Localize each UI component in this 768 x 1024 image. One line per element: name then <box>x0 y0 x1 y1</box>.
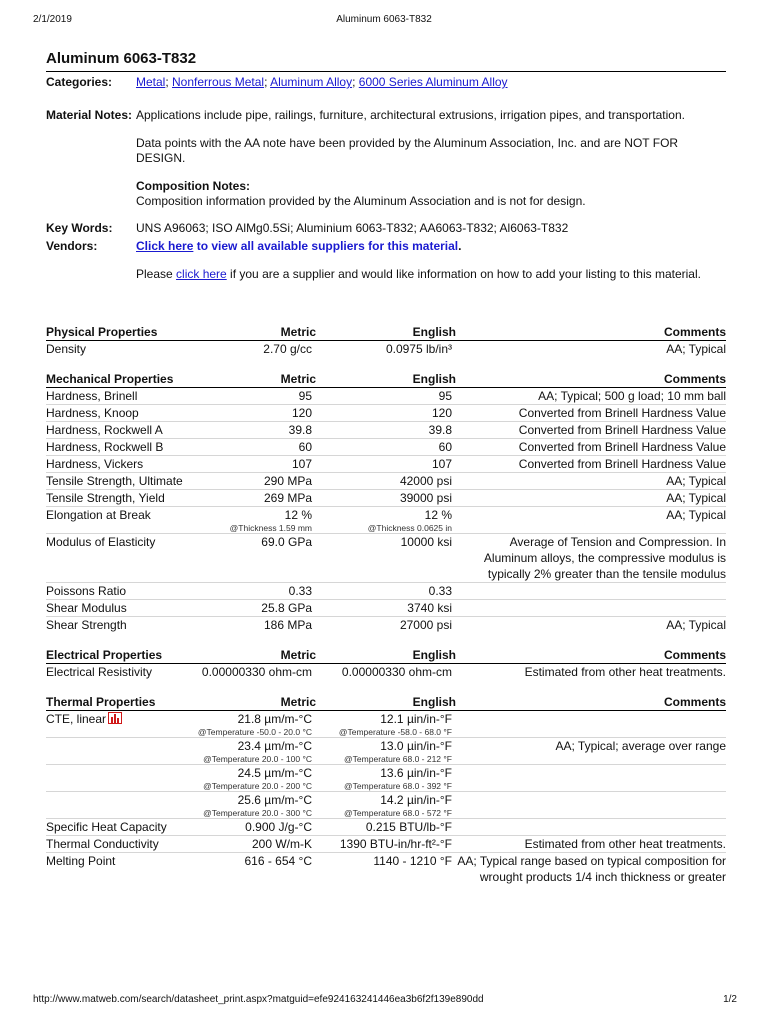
property-row <box>46 617 726 634</box>
comments-column-header: Comments <box>456 647 726 664</box>
metric-value-cell <box>186 617 316 634</box>
print-page-title: Aluminum 6063-T832 <box>336 14 432 25</box>
property-name-cell <box>46 341 186 358</box>
metric-value: 0.00000330 ohm-cm <box>201 665 312 679</box>
comment-cell: Converted from Brinell Hardness Value <box>456 405 726 422</box>
metric-condition: @Thickness 1.59 mm <box>229 523 312 533</box>
property-row <box>46 711 726 738</box>
metric-value: 120 <box>291 406 312 420</box>
property-name: Electrical Resistivity <box>46 665 153 679</box>
key-words-label: Key Words: <box>46 221 113 235</box>
section-spacer <box>46 633 726 647</box>
electrical-header-row <box>46 647 726 664</box>
property-name-cell <box>46 388 186 405</box>
metric-value: 25.6 µm/m-°C <box>237 793 312 807</box>
print-header <box>0 14 768 28</box>
metric-value: 69.0 GPa <box>261 535 312 549</box>
title-divider <box>46 71 726 72</box>
property-name-cell <box>46 422 186 439</box>
comment-cell <box>456 583 726 600</box>
metric-value: 23.4 µm/m-°C <box>237 739 312 753</box>
category-link-metal[interactable]: Metal <box>136 75 166 89</box>
english-value-cell <box>316 490 456 507</box>
metric-value: 200 W/m-K <box>251 837 312 851</box>
category-link-6000-series[interactable]: 6000 Series Aluminum Alloy <box>358 75 508 89</box>
property-name-cell <box>46 583 186 600</box>
english-value-cell <box>316 405 456 422</box>
material-notes-label-text: Material Notes: <box>46 108 133 122</box>
property-row <box>46 473 726 490</box>
property-row <box>46 836 726 853</box>
english-value-cell <box>316 819 456 836</box>
english-value: 95 <box>438 389 452 403</box>
supplier-text-pre: Please <box>136 267 177 281</box>
property-row <box>46 439 726 456</box>
english-value-cell <box>316 617 456 634</box>
metric-column-header: Metric <box>186 694 316 711</box>
metric-value-cell <box>186 507 316 534</box>
english-column-header: English <box>316 647 456 664</box>
property-row <box>46 583 726 600</box>
property-name-cell <box>46 456 186 473</box>
english-value: 60 <box>438 440 452 454</box>
metric-value: 12 % <box>284 508 312 522</box>
comment-cell: Converted from Brinell Hardness Value <box>456 422 726 439</box>
category-link-aluminum-alloy[interactable]: Aluminum Alloy <box>270 75 353 89</box>
english-value: 107 <box>431 457 452 471</box>
english-condition: @Temperature 68.0 - 572 °F <box>344 808 452 818</box>
print-url: http://www.matweb.com/search/datasheet_print.aspx?matguid=efe924163241446ea3b6f2f139e890dd <box>33 994 484 1005</box>
english-value-cell <box>316 792 456 819</box>
comments-column-header: Comments <box>456 324 726 341</box>
section-heading: Electrical Properties <box>46 647 186 664</box>
property-name: Tensile Strength, Ultimate <box>46 474 183 488</box>
metric-value: 24.5 µm/m-°C <box>237 766 312 780</box>
property-name-cell <box>46 534 186 583</box>
page-title: Aluminum 6063-T832 <box>46 50 197 67</box>
english-value: 0.215 BTU/lb-°F <box>365 820 452 834</box>
english-value: 10000 ksi <box>400 535 452 549</box>
english-value-cell <box>316 738 456 765</box>
english-column-header: English <box>316 371 456 388</box>
property-name: Modulus of Elasticity <box>46 535 156 549</box>
composition-notes-text: Composition information provided by the Aluminum Association and is not for design. <box>136 194 586 208</box>
english-value: 27000 psi <box>399 618 452 632</box>
metric-value-cell <box>186 490 316 507</box>
metric-value: 0.33 <box>288 584 312 598</box>
property-name: Shear Modulus <box>46 601 127 615</box>
properties-table <box>46 324 726 885</box>
metric-value: 186 MPa <box>263 618 312 632</box>
mechanical-header-row <box>46 371 726 388</box>
property-row <box>46 405 726 422</box>
english-value: 3740 ksi <box>407 601 452 615</box>
comment-cell: Converted from Brinell Hardness Value <box>456 439 726 456</box>
property-name: Melting Point <box>46 854 116 868</box>
property-name-cell <box>46 617 186 634</box>
metric-value: 2.70 g/cc <box>263 342 312 356</box>
english-condition: @Temperature 68.0 - 392 °F <box>344 781 452 791</box>
english-value: 1140 - 1210 °F <box>373 854 452 868</box>
english-value-cell <box>316 836 456 853</box>
english-value: 120 <box>431 406 452 420</box>
comment-cell: Average of Tension and Compression. In Aluminum alloys, the compressive modulus is typically 2% greater than the tensile modulus <box>456 534 726 583</box>
metric-condition: @Temperature 20.0 - 200 °C <box>203 781 312 791</box>
property-name: Hardness, Rockwell A <box>46 423 163 437</box>
property-row <box>46 456 726 473</box>
metric-condition: @Temperature 20.0 - 300 °C <box>203 808 312 818</box>
metric-value: 616 - 654 °C <box>244 854 312 868</box>
vendors-label: Vendors: <box>46 239 98 253</box>
english-value-cell <box>316 341 456 358</box>
comment-cell: AA; Typical; average over range <box>456 738 726 765</box>
property-name-cell <box>46 473 186 490</box>
metric-value-cell <box>186 819 316 836</box>
property-name-cell <box>46 490 186 507</box>
comment-cell: Converted from Brinell Hardness Value <box>456 456 726 473</box>
property-name: Specific Heat Capacity <box>46 820 167 834</box>
metric-value-cell <box>186 341 316 358</box>
property-name-cell <box>46 792 186 819</box>
metric-value: 269 MPa <box>263 491 312 505</box>
physical-header-row <box>46 324 726 341</box>
property-name-cell <box>46 765 186 792</box>
english-condition: @Thickness 0.0625 in <box>367 523 452 533</box>
comment-cell <box>456 819 726 836</box>
property-name-cell <box>46 836 186 853</box>
property-name-cell <box>46 405 186 422</box>
page-number: 1/2 <box>723 994 737 1005</box>
section-spacer <box>46 680 726 694</box>
comment-cell: Estimated from other heat treatments. <box>456 836 726 853</box>
metric-value-cell <box>186 405 316 422</box>
metric-value-cell <box>186 664 316 681</box>
metric-value-cell <box>186 853 316 886</box>
metric-column-header: Metric <box>186 647 316 664</box>
category-link-nonferrous-metal[interactable]: Nonferrous Metal <box>172 75 265 89</box>
material-notes-row <box>46 108 726 209</box>
metric-value: 39.8 <box>288 423 312 437</box>
metric-value-cell <box>186 792 316 819</box>
section-heading: Physical Properties <box>46 324 186 341</box>
metric-value-cell <box>186 583 316 600</box>
bar-chart-icon[interactable] <box>108 712 122 724</box>
supplier-text-post: if you are a supplier and would like information on how to add your listing to this material. <box>226 267 701 281</box>
metric-value-cell <box>186 473 316 490</box>
material-notes-text <box>136 108 726 209</box>
key-words-text: UNS A96063; ISO AlMg0.5Si; Aluminium 6063-T832; AA6063-T832; Al6063-T832 <box>136 221 569 235</box>
property-row <box>46 664 726 681</box>
property-name: Thermal Conductivity <box>46 837 159 851</box>
properties-table-body <box>46 324 726 885</box>
english-value: 39000 psi <box>399 491 452 505</box>
comments-column-header: Comments <box>456 371 726 388</box>
property-row <box>46 534 726 583</box>
english-value: 12 % <box>424 508 452 522</box>
english-value-cell <box>316 422 456 439</box>
thermal-header-row <box>46 694 726 711</box>
property-name-cell <box>46 439 186 456</box>
comment-cell: AA; Typical <box>456 490 726 507</box>
property-row <box>46 388 726 405</box>
property-row <box>46 792 726 819</box>
property-name-cell <box>46 711 186 738</box>
property-name: CTE, linear <box>46 712 107 726</box>
metric-value-cell <box>186 836 316 853</box>
english-value-cell <box>316 853 456 886</box>
metric-value-cell <box>186 422 316 439</box>
english-value-cell <box>316 473 456 490</box>
english-value: 42000 psi <box>399 474 452 488</box>
metric-value: 107 <box>291 457 312 471</box>
metric-value-cell <box>186 439 316 456</box>
property-row <box>46 600 726 617</box>
metric-value-cell <box>186 456 316 473</box>
comments-column-header: Comments <box>456 694 726 711</box>
english-value: 12.1 µin/in-°F <box>380 712 452 726</box>
english-condition: @Temperature -58.0 - 68.0 °F <box>338 727 452 737</box>
categories-label: Categories: <box>46 75 113 89</box>
section-heading: Mechanical Properties <box>46 371 186 388</box>
comment-cell: AA; Typical <box>456 473 726 490</box>
property-name-cell <box>46 819 186 836</box>
english-condition: @Temperature 68.0 - 212 °F <box>344 754 452 764</box>
english-value-cell <box>316 664 456 681</box>
comment-cell <box>456 711 726 738</box>
english-value: 14.2 µin/in-°F <box>380 793 452 807</box>
english-value-cell <box>316 456 456 473</box>
metric-value-cell <box>186 765 316 792</box>
comment-cell <box>456 765 726 792</box>
composition-notes-heading: Composition Notes: <box>136 179 250 193</box>
vendors-period: . <box>458 239 462 253</box>
material-notes-p2: Data points with the AA note have been provided by the Aluminum Association, Inc. and are NOT FOR DESIGN. <box>136 136 679 165</box>
property-name: Poissons Ratio <box>46 584 127 598</box>
metric-value: 290 MPa <box>263 474 312 488</box>
property-row <box>46 341 726 358</box>
property-name: Hardness, Rockwell B <box>46 440 164 454</box>
info-section <box>46 75 726 282</box>
property-row <box>46 853 726 886</box>
property-name: Tensile Strength, Yield <box>46 491 165 505</box>
categories-row <box>46 75 726 90</box>
metric-column-header: Metric <box>186 324 316 341</box>
metric-value: 95 <box>298 389 312 403</box>
metric-value: 25.8 GPa <box>261 601 312 615</box>
comment-cell: AA; Typical range based on typical composition for wrought products 1/4 inch thickness or greater <box>457 854 726 884</box>
comment-cell: AA; Typical <box>456 507 726 534</box>
material-notes-p1: Applications include pipe, railings, furniture, architectural extrusions, irrigation pipes, and transportation. <box>136 108 685 122</box>
metric-value-cell <box>186 711 316 738</box>
property-name-cell <box>46 738 186 765</box>
comment-cell <box>456 600 726 617</box>
english-value-cell <box>316 534 456 583</box>
english-value: 39.8 <box>428 423 452 437</box>
property-row <box>46 490 726 507</box>
vendors-text <box>136 239 726 282</box>
english-value-cell <box>316 583 456 600</box>
vendors-link-text: to view all available suppliers for this material <box>193 239 459 253</box>
property-row <box>46 738 726 765</box>
english-value: 13.6 µin/in-°F <box>380 766 452 780</box>
metric-value: 0.900 J/g-°C <box>245 820 312 834</box>
comment-cell: AA; Typical <box>456 617 726 634</box>
english-column-header: English <box>316 324 456 341</box>
categories-list: Metal; Nonferrous Metal; Aluminum Alloy; 6000 Series Aluminum Alloy <box>136 75 508 89</box>
material-notes-label <box>46 108 136 209</box>
property-name-cell <box>46 507 186 534</box>
property-name: Shear Strength <box>46 618 127 632</box>
metric-value-cell <box>186 388 316 405</box>
metric-column-header: Metric <box>186 371 316 388</box>
metric-condition: @Temperature -50.0 - 20.0 °C <box>197 727 312 737</box>
property-name-cell <box>46 853 186 886</box>
english-value-cell <box>316 388 456 405</box>
property-row <box>46 507 726 534</box>
comment-cell: Estimated from other heat treatments. <box>456 664 726 681</box>
supplier-click-here-link[interactable]: click here <box>176 267 227 281</box>
english-value: 0.33 <box>428 584 452 598</box>
metric-value-cell <box>186 600 316 617</box>
english-value: 0.0975 lb/in³ <box>385 342 452 356</box>
property-name: Density <box>46 342 87 356</box>
metric-condition: @Temperature 20.0 - 100 °C <box>203 754 312 764</box>
english-value: 0.00000330 ohm-cm <box>341 665 452 679</box>
english-value-cell <box>316 439 456 456</box>
english-column-header: English <box>316 694 456 711</box>
section-heading: Thermal Properties <box>46 694 186 711</box>
key-words-row <box>46 221 726 236</box>
section-spacer <box>46 357 726 371</box>
english-value: 1390 BTU-in/hr-ft²-°F <box>339 837 452 851</box>
metric-value-cell <box>186 738 316 765</box>
english-value-cell <box>316 765 456 792</box>
metric-value: 60 <box>298 440 312 454</box>
property-name-cell <box>46 600 186 617</box>
vendors-row <box>46 239 726 282</box>
comment-cell: AA; Typical <box>456 341 726 358</box>
property-row <box>46 422 726 439</box>
comment-cell: AA; Typical; 500 g load; 10 mm ball <box>456 388 726 405</box>
english-value-cell <box>316 507 456 534</box>
metric-value: 21.8 µm/m-°C <box>237 712 312 726</box>
property-row <box>46 819 726 836</box>
property-name: Hardness, Brinell <box>46 389 138 403</box>
property-name: Elongation at Break <box>46 508 151 522</box>
datasheet <box>46 50 726 885</box>
property-name: Hardness, Vickers <box>46 457 144 471</box>
comment-cell <box>456 792 726 819</box>
property-name-cell <box>46 664 186 681</box>
print-date: 2/1/2019 <box>33 14 72 25</box>
metric-value-cell <box>186 534 316 583</box>
english-value: 13.0 µin/in-°F <box>380 739 452 753</box>
property-name: Hardness, Knoop <box>46 406 139 420</box>
english-value-cell <box>316 600 456 617</box>
property-row <box>46 765 726 792</box>
vendors-click-here-link[interactable]: Click here <box>136 239 194 253</box>
english-value-cell <box>316 711 456 738</box>
